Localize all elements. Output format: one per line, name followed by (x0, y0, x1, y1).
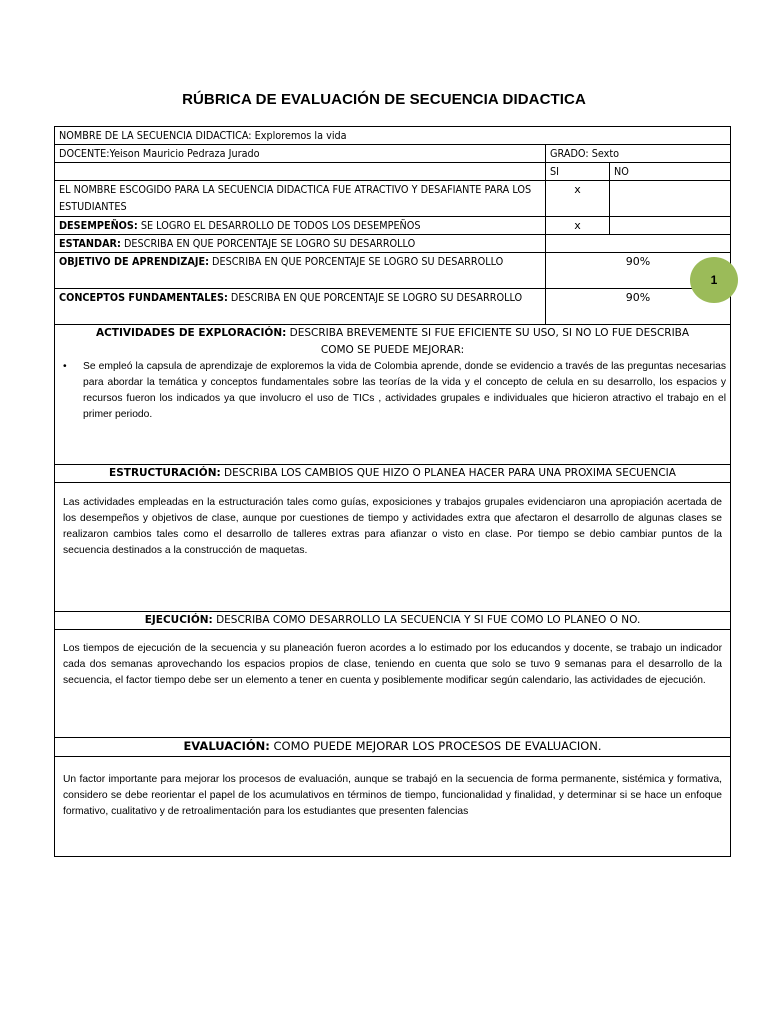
section-estructuracion-body (55, 483, 731, 612)
estructuracion-label: ESTRUCTURACIÓN: (109, 467, 221, 479)
no-header: NO (614, 165, 629, 178)
conceptos-text: DESCRIBA EN QUE PORCENTAJE SE LOGRO SU DESARROLLO (227, 291, 523, 304)
conceptos-label: CONCEPTOS FUNDAMENTALES: (59, 291, 228, 304)
section-ejecucion-header (55, 612, 731, 630)
docente: DOCENTE:Yeison Mauricio Pedraza Jurado (59, 147, 260, 160)
exploracion-list (59, 359, 726, 423)
estructuracion-text: Las actividades empleadas en la estructuración tales como guías, exposiciones y trabajos grupales evidenciaron una apropiación acertada de los desempeños y objetivos de clase, aunque por cuestiones de tiempo y actividades extra que afectaron el desarrollo de algunas clases se realizaron cambios tales como el desarrollo de talleres extras para afianzar o visto en clase. Por tiempo se debio cambiar puntos de la secuencia destinados a la construcción de maquetas. (63, 497, 723, 556)
section-evaluacion-body (55, 757, 731, 857)
evaluacion-label: EVALUACIÓN: (183, 739, 270, 753)
estandar-text: DESCRIBA EN QUE PORCENTAJE SE LOGRO SU DESARROLLO (120, 237, 416, 250)
atractivo-question: EL NOMBRE ESCOGIDO PARA LA SECUENCIA DIDACTICA FUE ATRACTIVO Y DESAFIANTE PARA LOS ESTUDIANTES (59, 183, 532, 213)
objetivo-label: OBJETIVO DE APRENDIZAJE: (59, 255, 209, 268)
page-title: RÚBRICA DE EVALUACIÓN DE SECUENCIA DIDACTICA (182, 91, 586, 108)
row-conceptos (55, 289, 731, 325)
conceptos-value: 90% (625, 291, 651, 304)
estructuracion-prompt: DESCRIBA LOS CAMBIOS QUE HIZO O PLANEA HACER PARA UNA PROXIMA SECUENCIA (220, 467, 676, 479)
list-item (63, 359, 727, 423)
bullet-glyph: • (63, 361, 67, 372)
desempenos-si-mark: x (574, 219, 581, 232)
row-nombre (55, 127, 731, 145)
section-evaluacion-header (55, 738, 731, 757)
row-atractivo (55, 181, 731, 217)
exploracion-prompt: DESCRIBA BREVEMENTE SI FUE EFICIENTE SU USO, SI NO LO FUE DESCRIBA COMO SE PUEDE MEJORAR: (286, 327, 690, 356)
ejecucion-text: Los tiempos de ejecución de la secuencia y su planeación fueron acordes a lo estimado por los educandos y docente, se trabajo un indicador cada dos semanas aprovechando los espacios propios de clase, teniendo en cuenta que solo se tuvo 9 semanas para el desarrollo de la secuencia, el factor tiempo debe ser un elemento a tener en cuenta y posiblemente modificar según calendario, las actividades de ejecución. (63, 643, 723, 686)
page-number-badge: 1 (690, 257, 738, 303)
ejecucion-label: EJECUCIÓN: (144, 614, 213, 626)
section-estructuracion-header (55, 465, 731, 483)
atractivo-si-mark: x (574, 183, 581, 196)
estandar-label: ESTANDAR: (59, 237, 121, 250)
exploracion-text: Se empleó la capsula de aprendizaje de exploremos la vida de Colombia aprende, donde se evidencio a través de las preguntas necesarias para abordar la temática y conceptos fundamentales sobre las teorías de la vida y el concepto de celula en su desarrollo, los espacios y recursos fueron los indicados ya que involucro el uso de TICs , actividades grupales e individuales que hicieron atractivo el trabajo en el primer periodo. (83, 361, 727, 420)
si-header: SI (550, 165, 560, 178)
desempenos-label: DESEMPEÑOS: (59, 219, 138, 232)
section-exploracion (55, 325, 731, 465)
desempenos-text: SE LOGRO EL DESARROLLO DE TODOS LOS DESEMPEÑOS (137, 219, 421, 232)
ejecucion-prompt: DESCRIBA COMO DESARROLLO LA SECUENCIA Y SI FUE COMO LO PLANEO O NO. (212, 614, 641, 626)
grado: GRADO: Sexto (550, 147, 620, 160)
evaluacion-text: Un factor importante para mejorar los procesos de evaluación, aunque se trabajó en la secuencia de forma permanente, sistémica y formativa, considero se debe reorientar el papel de los acumulativos en términos de tiempo, funcionalidad y finalidad, y determinar si se hace un enfoque formativo, cualitativo y de retroalimentación para los estudiantes que presenten falencias (63, 774, 723, 817)
row-docente (55, 145, 731, 163)
row-si-no-header (55, 163, 731, 181)
objetivo-value: 90% (625, 255, 651, 268)
exploracion-label: ACTIVIDADES DE EXPLORACIÓN: (95, 327, 287, 339)
rubric-table (54, 126, 731, 857)
row-estandar (55, 235, 731, 253)
objetivo-text: DESCRIBA EN QUE PORCENTAJE SE LOGRO SU DESARROLLO (208, 255, 504, 268)
section-ejecucion-body (55, 630, 731, 738)
row-objetivo (55, 253, 731, 289)
row-desempenos (55, 217, 731, 235)
nombre-secuencia: NOMBRE DE LA SECUENCIA DIDACTICA: Exploremos la vida (59, 129, 347, 142)
evaluacion-prompt: COMO PUEDE MEJORAR LOS PROCESOS DE EVALUACION. (269, 739, 602, 753)
